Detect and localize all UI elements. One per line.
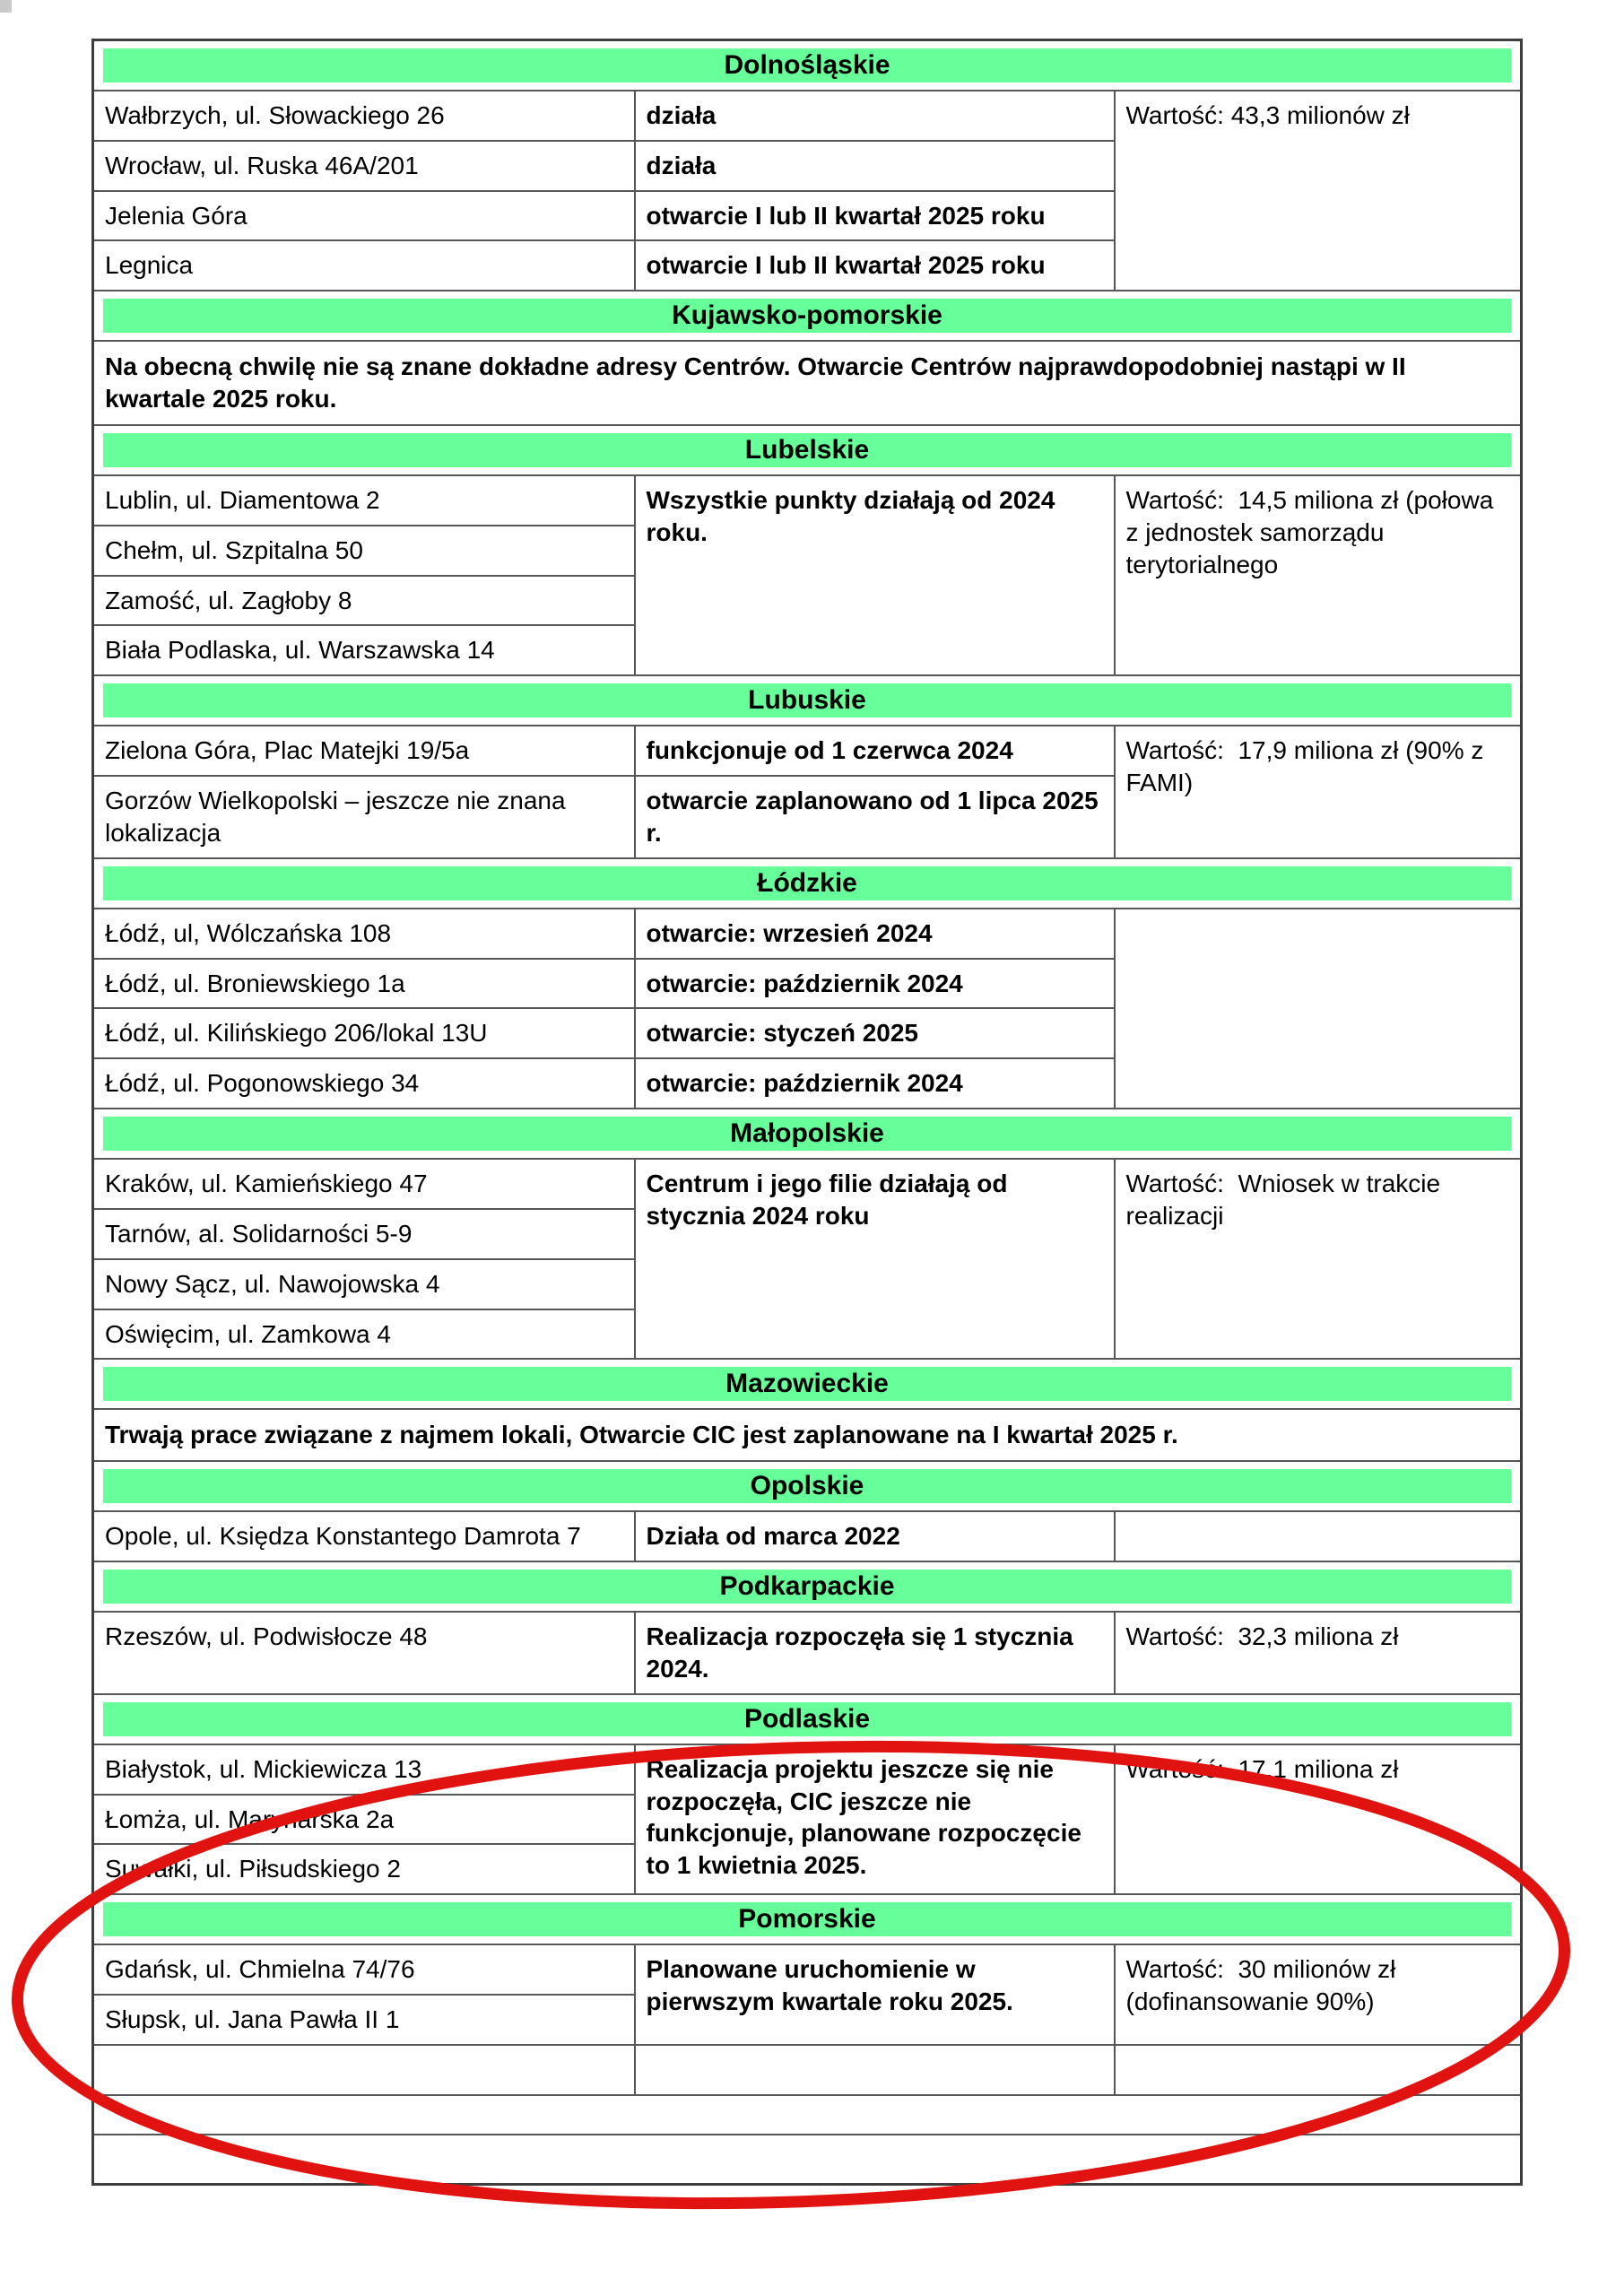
address-cell: Suwałki, ul. Piłsudskiego 2	[93, 1844, 635, 1894]
address-cell: Tarnów, al. Solidarności 5-9	[93, 1209, 635, 1259]
status-cell: działa	[635, 141, 1115, 191]
region-header: Opolskie	[103, 1469, 1511, 1503]
status-cell: otwarcie: wrzesień 2024	[635, 909, 1115, 959]
region-header: Lubuskie	[103, 683, 1511, 718]
region-header-row	[93, 425, 1522, 475]
region-header-row	[93, 40, 1522, 91]
region-header-row	[93, 1561, 1522, 1612]
region-header-cell	[93, 675, 1522, 726]
region-header-row	[93, 1694, 1522, 1744]
status-cell: otwarcie I lub II kwartał 2025 roku	[635, 191, 1115, 241]
region-header-cell	[93, 1359, 1522, 1409]
region-header-cell	[93, 291, 1522, 341]
address-cell: Biała Podlaska, ul. Warszawska 14	[93, 625, 635, 675]
address-cell: Oświęcim, ul. Zamkowa 4	[93, 1309, 635, 1360]
address-cell: Legnica	[93, 240, 635, 291]
table-row	[93, 1944, 1522, 1995]
address-cell: Białystok, ul. Mickiewicza 13	[93, 1744, 635, 1795]
value-cell	[1115, 909, 1522, 1109]
address-cell: Chełm, ul. Szpitalna 50	[93, 526, 635, 576]
status-cell: otwarcie I lub II kwartał 2025 roku	[635, 240, 1115, 291]
status-cell: otwarcie: styczeń 2025	[635, 1008, 1115, 1058]
status-cell: Planowane uruchomienie w pierwszym kwartale roku 2025.	[635, 1944, 1115, 2045]
region-header-row	[93, 858, 1522, 909]
value-cell: Wartość: 32,3 miliona zł	[1115, 1612, 1522, 1694]
status-cell: Centrum i jego filie działają od stycznia 2024 roku	[635, 1159, 1115, 1359]
value-cell: Wartość: 43,3 milionów zł	[1115, 91, 1522, 291]
address-cell: Łódź, ul. Broniewskiego 1a	[93, 959, 635, 1009]
region-header-cell	[93, 1461, 1522, 1511]
address-cell: Wałbrzych, ul. Słowackiego 26	[93, 91, 635, 141]
region-header-cell	[93, 1109, 1522, 1159]
address-cell: Wrocław, ul. Ruska 46A/201	[93, 141, 635, 191]
status-cell: Realizacja rozpoczęła się 1 stycznia 2024.	[635, 1612, 1115, 1694]
status-cell: otwarcie: październik 2024	[635, 959, 1115, 1009]
value-cell: Wartość: 14,5 miliona zł (połowa z jednostek samorządu terytorialnego	[1115, 475, 1522, 675]
empty-row	[93, 2135, 1522, 2185]
region-header-cell	[93, 1694, 1522, 1744]
address-cell: Kraków, ul. Kamieńskiego 47	[93, 1159, 635, 1209]
value-cell	[1115, 1511, 1522, 1561]
address-cell: Słupsk, ul. Jana Pawła II 1	[93, 1995, 635, 2045]
table-row	[93, 1511, 1522, 1561]
address-cell: Łódź, ul. Kilińskiego 206/lokal 13U	[93, 1008, 635, 1058]
status-cell: funkcjonuje od 1 czerwca 2024	[635, 726, 1115, 776]
empty-cell	[93, 2135, 1522, 2185]
empty-cell	[1115, 2045, 1522, 2095]
table-row	[93, 475, 1522, 526]
note-cell: Trwają prace związane z najmem lokali, Otwarcie CIC jest zaplanowane na I kwartał 2025 r.	[93, 1409, 1522, 1461]
address-cell: Nowy Sącz, ul. Nawojowska 4	[93, 1259, 635, 1309]
table-row	[93, 726, 1522, 776]
region-header-cell	[93, 858, 1522, 909]
empty-row	[93, 2095, 1522, 2135]
status-cell: otwarcie zaplanowano od 1 lipca 2025 r.	[635, 776, 1115, 858]
region-header-row	[93, 1461, 1522, 1511]
value-cell: Wartość: 17,1 miliona zł	[1115, 1744, 1522, 1894]
region-header-row	[93, 675, 1522, 726]
empty-row	[93, 2045, 1522, 2095]
empty-cell	[93, 2095, 1522, 2135]
value-cell: Wartość: 17,9 miliona zł (90% z FAMI)	[1115, 726, 1522, 857]
address-cell: Gdańsk, ul. Chmielna 74/76	[93, 1944, 635, 1995]
status-cell: Wszystkie punkty działają od 2024 roku.	[635, 475, 1115, 675]
status-cell: otwarcie: październik 2024	[635, 1058, 1115, 1109]
table-row	[93, 909, 1522, 959]
region-header: Łódzkie	[103, 866, 1511, 900]
region-header-cell	[93, 1894, 1522, 1944]
status-cell: działa	[635, 91, 1115, 141]
region-header-row	[93, 1894, 1522, 1944]
scan-artifact-corner	[0, 0, 12, 13]
address-cell: Łódź, ul. Pogonowskiego 34	[93, 1058, 635, 1109]
note-row	[93, 1409, 1522, 1461]
table-row	[93, 1744, 1522, 1795]
region-header-cell	[93, 40, 1522, 91]
region-header-cell	[93, 425, 1522, 475]
region-header-cell	[93, 1561, 1522, 1612]
address-cell: Zamość, ul. Zagłoby 8	[93, 576, 635, 626]
region-header-row	[93, 1359, 1522, 1409]
status-cell: Działa od marca 2022	[635, 1511, 1115, 1561]
note-row	[93, 341, 1522, 425]
region-header: Mazowieckie	[103, 1367, 1511, 1401]
address-cell: Lublin, ul. Diamentowa 2	[93, 475, 635, 526]
address-cell: Jelenia Góra	[93, 191, 635, 241]
empty-cell	[93, 2045, 635, 2095]
region-header: Kujawsko-pomorskie	[103, 299, 1511, 333]
value-cell: Wartość: 30 milionów zł (dofinansowanie 90%)	[1115, 1944, 1522, 2045]
address-cell: Opole, ul. Księdza Konstantego Damrota 7	[93, 1511, 635, 1561]
table-row	[93, 1612, 1522, 1694]
value-cell: Wartość: Wniosek w trakcie realizacji	[1115, 1159, 1522, 1359]
note-cell: Na obecną chwilę nie są znane dokładne adresy Centrów. Otwarcie Centrów najprawdopodobniej nastąpi w II kwartale 2025 roku.	[93, 341, 1522, 425]
address-cell: Łomża, ul. Marynarska 2a	[93, 1795, 635, 1845]
status-cell: Realizacja projektu jeszcze się nie rozpoczęła, CIC jeszcze nie funkcjonuje, planowane rozpoczęcie to 1 kwietnia 2025.	[635, 1744, 1115, 1894]
address-cell: Gorzów Wielkopolski – jeszcze nie znana lokalizacja	[93, 776, 635, 858]
region-header: Podlaskie	[103, 1702, 1511, 1736]
region-header: Dolnośląskie	[103, 48, 1511, 83]
address-cell: Łódź, ul, Wólczańska 108	[93, 909, 635, 959]
region-header-row	[93, 291, 1522, 341]
table-row	[93, 91, 1522, 141]
region-header: Pomorskie	[103, 1902, 1511, 1936]
address-cell: Zielona Góra, Plac Matejki 19/5a	[93, 726, 635, 776]
table-row	[93, 1159, 1522, 1209]
empty-cell	[635, 2045, 1115, 2095]
address-cell: Rzeszów, ul. Podwisłocze 48	[93, 1612, 635, 1694]
regions-table	[91, 39, 1523, 2186]
region-header-row	[93, 1109, 1522, 1159]
region-header: Lubelskie	[103, 433, 1511, 467]
region-header: Małopolskie	[103, 1117, 1511, 1151]
region-header: Podkarpackie	[103, 1570, 1511, 1604]
